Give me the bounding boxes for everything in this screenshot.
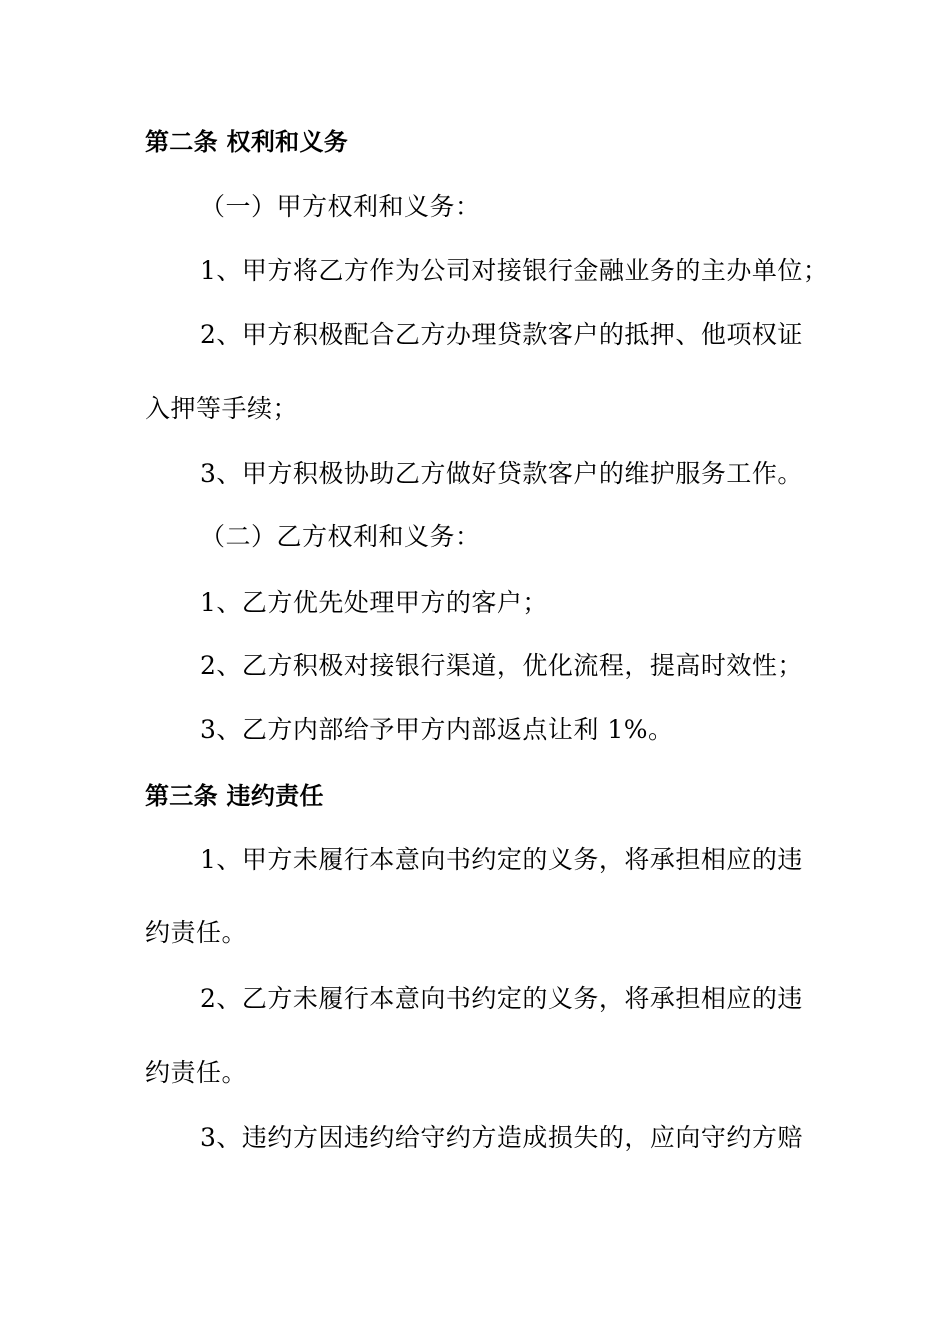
party-a-item-2-continued: 入押等手续；	[145, 394, 299, 423]
party-b-item-3: 3、乙方内部给予甲方内部返点让利 1%。	[200, 715, 674, 744]
section-3-heading: 第三条 违约责任	[145, 782, 324, 810]
party-a-item-3: 3、甲方积极协助乙方做好贷款客户的维护服务工作。	[200, 459, 803, 488]
party-b-item-2: 2、乙方积极对接银行渠道，优化流程，提高时效性；	[200, 651, 803, 680]
party-a-item-1: 1、甲方将乙方作为公司对接银行金融业务的主办单位；	[200, 256, 829, 285]
breach-item-1: 1、甲方未履行本意向书约定的义务，将承担相应的违	[200, 845, 803, 874]
breach-item-2: 2、乙方未履行本意向书约定的义务，将承担相应的违	[200, 984, 803, 1013]
breach-item-3: 3、违约方因违约给守约方造成损失的，应向守约方赔	[200, 1123, 803, 1152]
party-a-item-2: 2、甲方积极配合乙方办理贷款客户的抵押、他项权证	[200, 320, 803, 349]
party-a-subheading: （一）甲方权利和义务：	[200, 192, 481, 221]
section-2-heading: 第二条 权利和义务	[145, 128, 349, 156]
breach-item-1-continued: 约责任。	[145, 918, 248, 947]
party-b-item-1: 1、乙方优先处理甲方的客户；	[200, 588, 548, 617]
breach-item-2-continued: 约责任。	[145, 1058, 248, 1087]
party-b-subheading: （二）乙方权利和义务：	[200, 522, 481, 551]
